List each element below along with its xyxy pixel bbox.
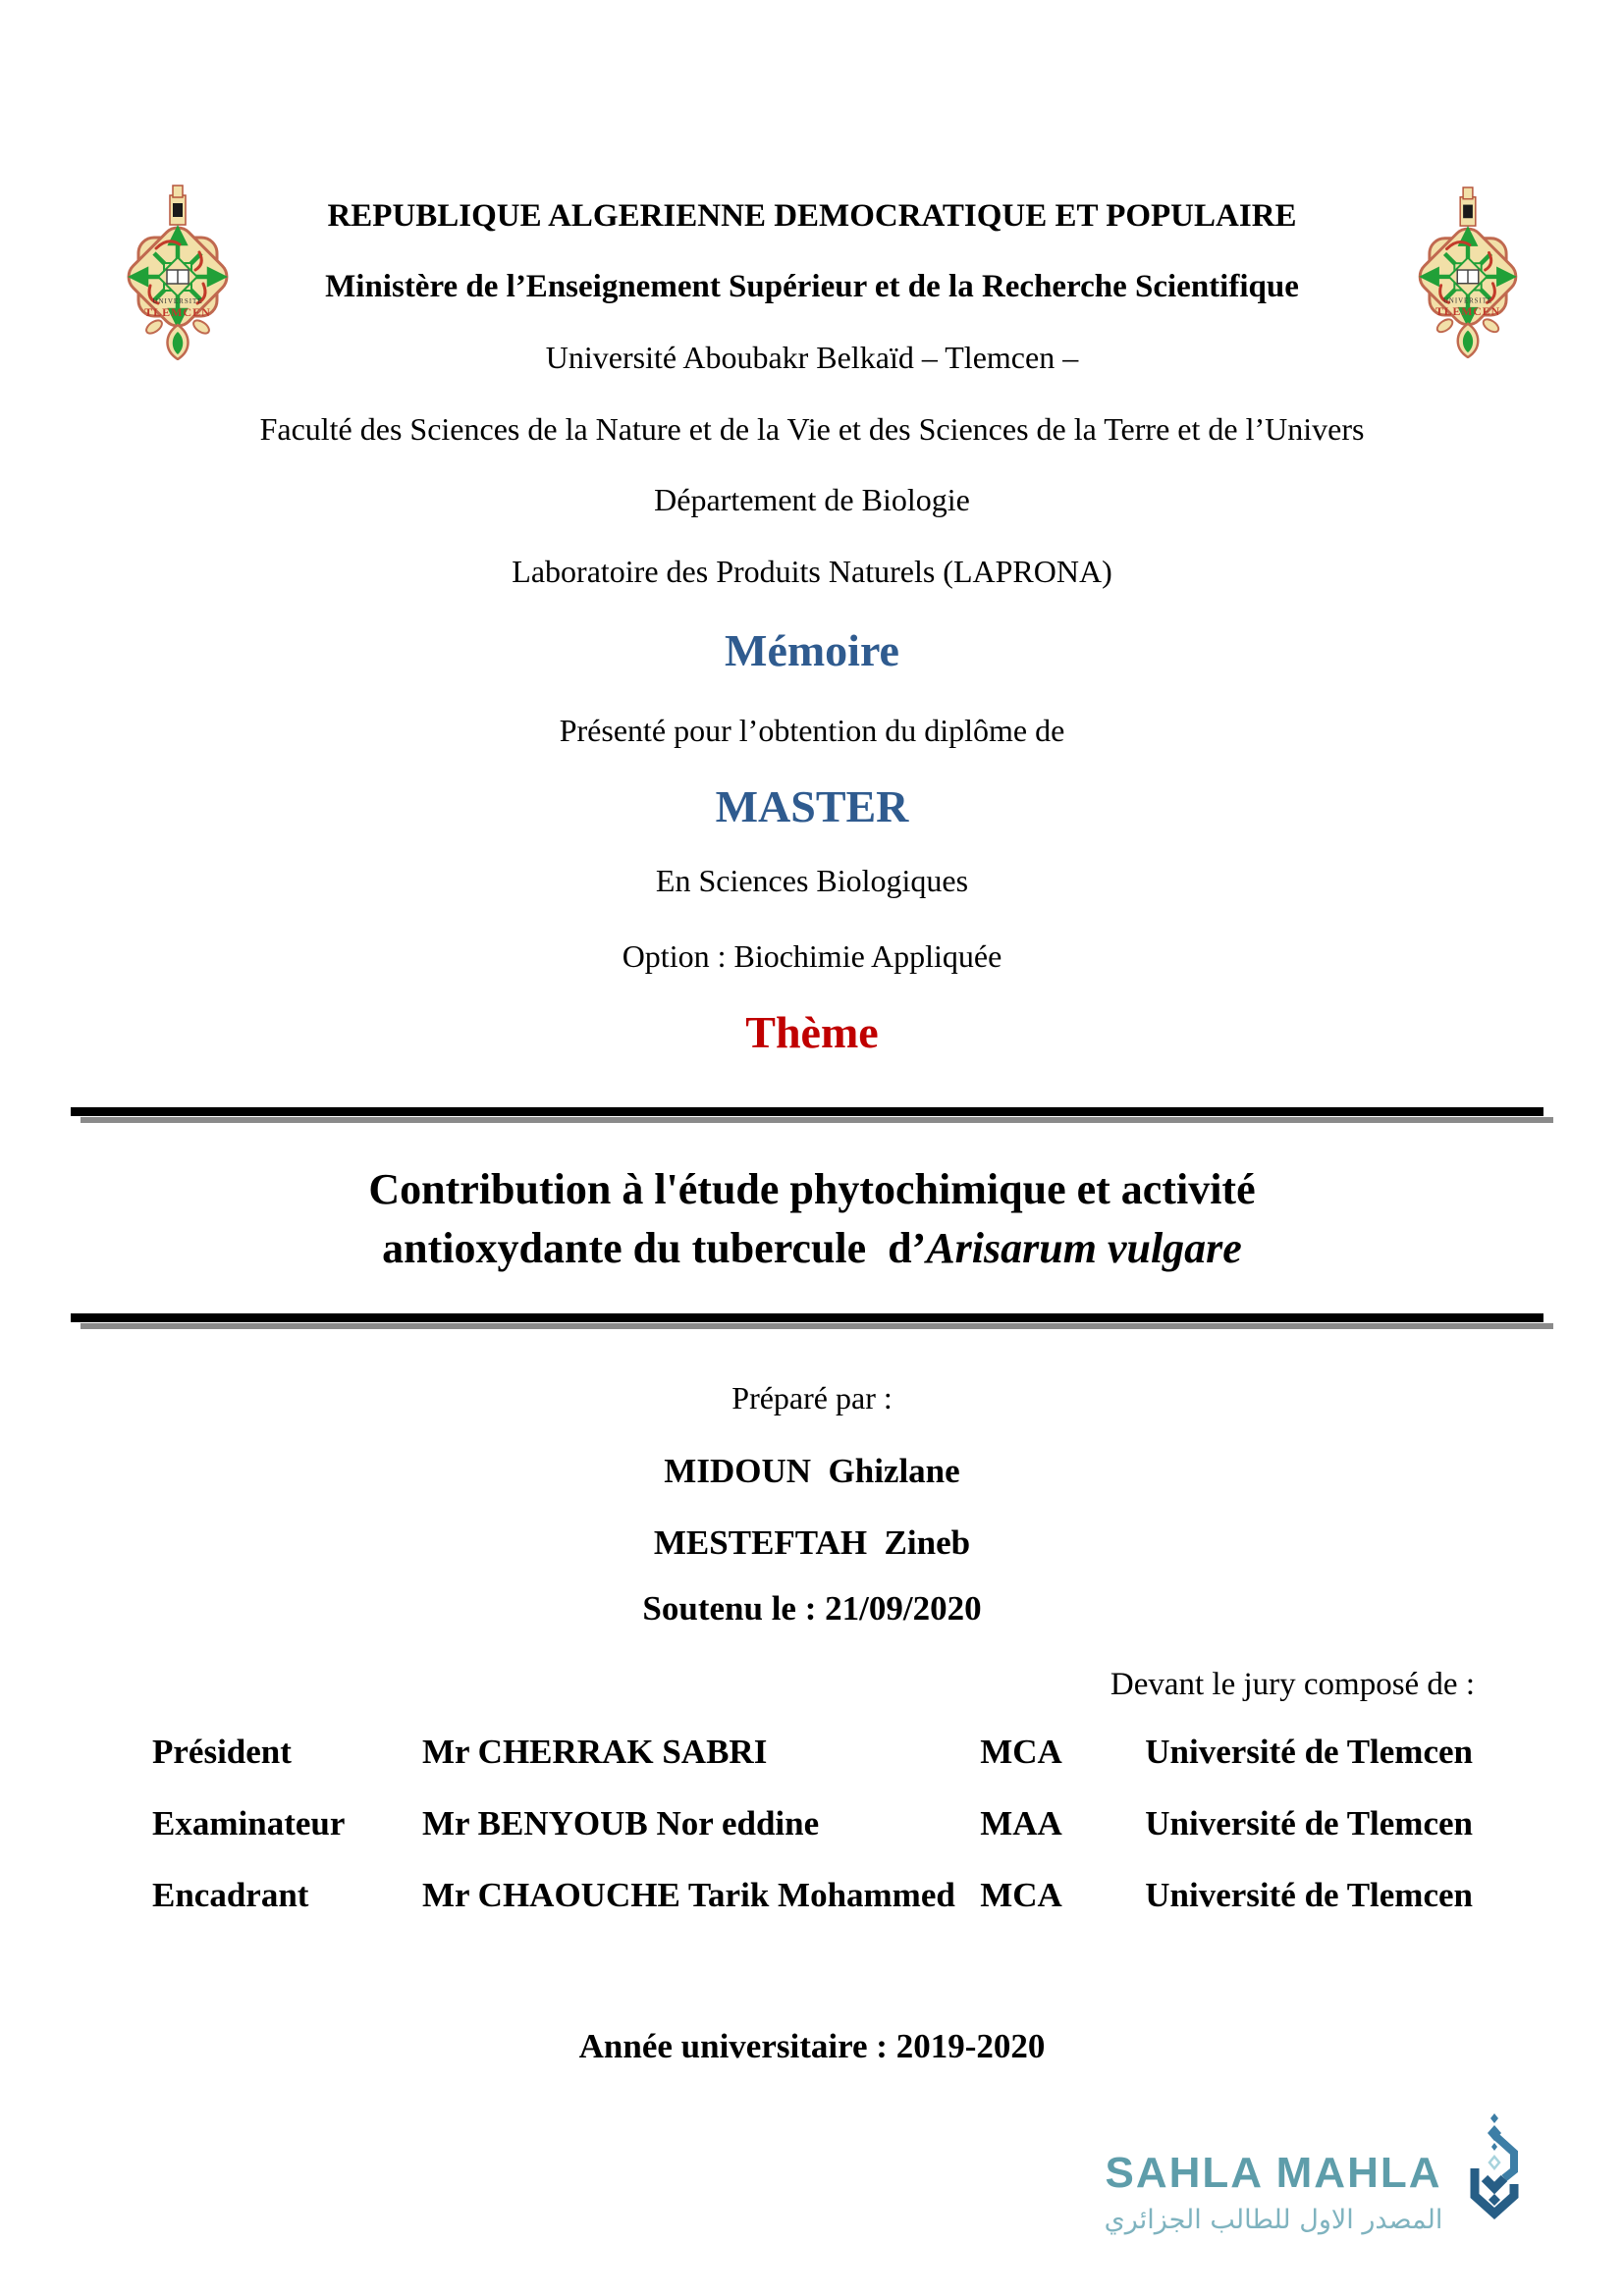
sahla-mahla-emblem [1463, 2113, 1526, 2221]
sahla-mahla-arabic-tagline: المصدر الاول للطالب الجزائري [1104, 2205, 1443, 2235]
thesis-title-species-name: Arisarum vulgare [926, 1224, 1242, 1272]
logo-universite-text: UNIVERSITE [152, 297, 203, 305]
jury-grade: MAA [980, 1804, 1062, 1842]
jury-name: Mr BENYOUB Nor eddine [422, 1804, 820, 1842]
rule-gray-shadow [81, 1323, 1553, 1329]
jury-role: Encadrant [152, 1876, 309, 1914]
jury-name: Mr CHAOUCHE Tarik Mohammed [422, 1876, 955, 1914]
jury-row-president [152, 1731, 1473, 1774]
student-name-2: MESTEFTAH Zineb [653, 1523, 971, 1562]
theme-heading: Thème [745, 1007, 879, 1057]
logo-tlemcen-text: TLEMCEN [144, 305, 211, 319]
defense-date-line: Soutenu le : 21/09/2020 [642, 1589, 982, 1628]
rule-gray-shadow [81, 1117, 1553, 1123]
memoire-heading: Mémoire [725, 625, 899, 675]
header-department-line: Département de Biologie [654, 482, 970, 517]
degree-field-line: En Sciences Biologiques [655, 863, 969, 898]
thesis-title-line1: Contribution à l'étude phytochimique et activité [368, 1165, 1256, 1213]
header-republic-line: REPUBLIQUE ALGERIENNE DEMOCRATIQUE ET POPULAIRE [327, 198, 1297, 234]
jury-role: Président [152, 1733, 292, 1771]
jury-intro-line: Devant le jury composé de : [1110, 1667, 1475, 1702]
header-laboratory-line: Laboratoire des Produits Naturels (LAPRONA) [512, 554, 1112, 589]
jury-grade: MCA [980, 1876, 1062, 1914]
degree-intro-line: Présenté pour l’obtention du diplôme de [559, 713, 1065, 748]
rule-black-bar [71, 1107, 1543, 1116]
header-faculty-line: Faculté des Sciences de la Nature et de la Vie et des Sciences de la Terre et de l’Univers [259, 411, 1365, 447]
rule-black-bar [71, 1313, 1543, 1322]
jury-row-encadrant [152, 1874, 1473, 1917]
student-name-1: MIDOUN Ghizlane [664, 1452, 960, 1490]
title-rule-top [71, 1107, 1543, 1123]
thesis-title-line2-roman: antioxydante du tubercule d’ [382, 1224, 927, 1272]
thesis-title-line2 [0, 1222, 1624, 1275]
sahla-mahla-wordmark: SAHLA MAHLA [1105, 2149, 1442, 2197]
jury-university: Université de Tlemcen [1145, 1876, 1473, 1914]
title-rule-bottom [71, 1313, 1543, 1329]
degree-option-line: Option : Biochimie Appliquée [622, 938, 1002, 974]
jury-role: Examinateur [152, 1804, 346, 1842]
sahla-mahla-calligraphy-icon [1463, 2113, 1526, 2221]
jury-grade: MCA [980, 1733, 1062, 1771]
jury-university: Université de Tlemcen [1145, 1804, 1473, 1842]
jury-row-examinateur [152, 1802, 1473, 1845]
logo-tlemcen-text: TLEMCEN [1435, 305, 1501, 318]
academic-year-line: Année universitaire : 2019-2020 [578, 2027, 1046, 2065]
jury-university: Université de Tlemcen [1145, 1733, 1473, 1771]
header-ministry-line: Ministère de l’Enseignement Supérieur et de la Recherche Scientifique [325, 269, 1299, 304]
prepared-by-label: Préparé par : [731, 1380, 893, 1415]
jury-name: Mr CHERRAK SABRI [422, 1733, 768, 1771]
logo-universite-text: UNIVERSITE [1443, 297, 1492, 305]
sahla-mahla-branding [1077, 2149, 1470, 2237]
header-university-line: Université Aboubakr Belkaïd – Tlemcen – [545, 340, 1079, 375]
master-heading: MASTER [715, 781, 909, 831]
